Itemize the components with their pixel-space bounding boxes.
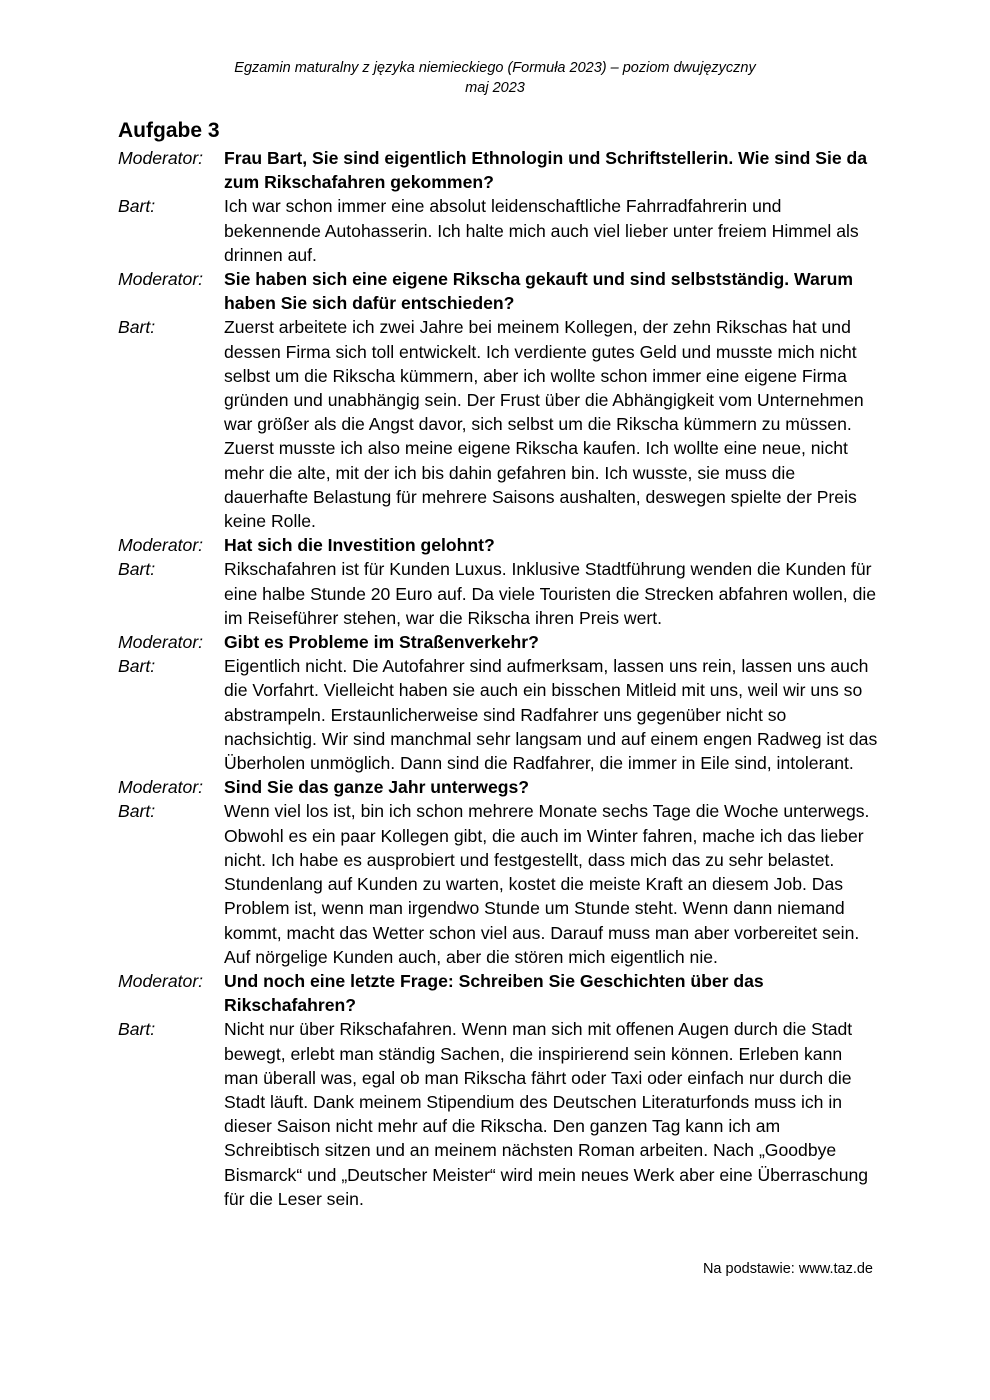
question-text: Sind Sie das ganze Jahr unterwegs? — [224, 777, 530, 798]
dialogue-turn — [118, 194, 878, 267]
dialogue-turn — [118, 315, 878, 533]
dialogue-turn — [118, 654, 878, 775]
speaker-label: Moderator: — [118, 535, 204, 556]
speaker-label: Moderator: — [118, 632, 204, 653]
speaker-label: Bart: — [118, 317, 156, 338]
header-exam-title: Egzamin maturalny z języka niemieckiego (Formuła 2023) – poziom dwujęzyczny — [234, 60, 756, 76]
dialogue-turn — [118, 267, 878, 315]
header-exam-date: maj 2023 — [465, 80, 525, 96]
dialogue-turn — [118, 1017, 878, 1211]
interview-dialogue — [118, 146, 878, 1211]
task-title: Aufgabe 3 — [118, 119, 220, 142]
dialogue-turn — [118, 799, 878, 968]
answer-text: Eigentlich nicht. Die Autofahrer sind aufmerksam, lassen uns rein, lassen uns auch die Vorfahrt. Vielleicht haben sie auch ein bisschen Mitleid mit uns, weil wir uns so abstrampeln. Erstaunlicherweise sind Radfahrer uns gegenüber nicht so nachsichtig. Wir sind manchmal sehr langsam und auf einem engen Radweg ist das Überholen unmöglich. Dann sind die Radfahrer, die immer in Eile sind, intolerant. — [224, 656, 878, 774]
dialogue-turn — [118, 630, 878, 654]
speaker-label: Bart: — [118, 559, 156, 580]
speaker-label: Bart: — [118, 196, 156, 217]
question-text: Sie haben sich eine eigene Rikscha gekauft und sind selbstständig. Warum haben Sie sich dafür entschieden? — [224, 269, 853, 314]
answer-text: Wenn viel los ist, bin ich schon mehrere Monate sechs Tage die Woche unterwegs. Obwohl es ein paar Kollegen gibt, die auch im Winter fahren, mache ich das lieber nicht. Ich habe es ausprobiert und festgestellt, dass mich das zu sehr belastet. Stundenlang auf Kunden zu warten, kostet die meiste Kraft an diesem Job. Das Problem ist, wenn man irgendwo Stunde um Stunde steht. Wenn dann niemand kommt, macht das Wetter schon viel aus. Darauf muss man aber vorbereitet sein. Auf nörgelige Kunden auch, aber die stören mich eigentlich nie. — [224, 801, 870, 967]
question-text: Frau Bart, Sie sind eigentlich Ethnologin und Schriftstellerin. Wie sind Sie da zum Rikschafahren gekommen? — [224, 148, 868, 193]
dialogue-turn — [118, 775, 878, 799]
question-text: Gibt es Probleme im Straßenverkehr? — [224, 632, 539, 653]
dialogue-turn — [118, 557, 878, 630]
speaker-label: Moderator: — [118, 148, 204, 168]
dialogue-turn — [118, 533, 878, 557]
answer-text: Rikschafahren ist für Kunden Luxus. Inklusive Stadtführung wenden die Kunden für eine halbe Stunde 20 Euro auf. Da viele Touristen die Strecken abfahren wollen, die im Reiseführer stehen, war die Rikscha ihren Preis wert. — [224, 559, 877, 628]
answer-text: Nicht nur über Rikschafahren. Wenn man sich mit offenen Augen durch die Stadt bewegt, erlebt man ständig Sachen, die inspirierend sein können. Erleben kann man überall was, egal ob man Rikscha fährt oder Taxi oder einfach nur durch die Stadt läuft. Dank meinem Stipendium des Deutschen Literaturfonds muss ich in dieser Saison nicht mehr auf die Rikscha. Den ganzen Tag kann ich am Schreibtisch sitzen und an meinem nächsten Roman arbeiten. Nach „Goodbye Bismarck“ und „Deutscher Meister“ wird mein neues Werk aber eine Überraschung für die Leser sein. — [224, 1019, 869, 1209]
source-note: Na podstawie: www.taz.de — [702, 1261, 873, 1277]
question-text: Hat sich die Investition gelohnt? — [224, 535, 495, 556]
answer-text: Ich war schon immer eine absolut leidenschaftliche Fahrradfahrerin und bekennende Autohasserin. Ich halte mich auch viel lieber unter freiem Himmel als drinnen auf. — [224, 196, 859, 265]
question-text: Und noch eine letzte Frage: Schreiben Sie Geschichten über das Rikschafahren? — [224, 970, 764, 1016]
page-header — [0, 58, 990, 98]
speaker-label: Moderator: — [118, 777, 204, 798]
answer-text: Zuerst arbeitete ich zwei Jahre bei meinem Kollegen, der zehn Rikschas hat und dessen Firma sich toll entwickelt. Ich verdiente gutes Geld und musste mich nicht selbst um die Rikscha kümmern, aber ich wollte schon immer eine eigene Firma gründen und unabhängig sein. Der Frust über die Abhängigkeit vom Unternehmen war größer als die Angst davor, sich selbst um die Rikscha kümmern zu müssen. Zuerst musste ich also meine eigene Rikscha kaufen. Ich wollte eine neue, nicht mehr die alte, mit der ich bis dahin gefahren bin. Ich wusste, sie muss die dauerhafte Belastung für mehrere Saisons aushalten, deswegen spielte der Preis keine Rolle. — [224, 317, 864, 532]
speaker-label: Bart: — [118, 656, 156, 677]
dialogue-turn — [118, 969, 878, 1017]
speaker-label: Moderator: — [118, 970, 204, 991]
speaker-label: Bart: — [118, 1019, 156, 1040]
dialogue-turn — [118, 146, 878, 194]
speaker-label: Moderator: — [118, 269, 204, 290]
speaker-label: Bart: — [118, 801, 156, 822]
